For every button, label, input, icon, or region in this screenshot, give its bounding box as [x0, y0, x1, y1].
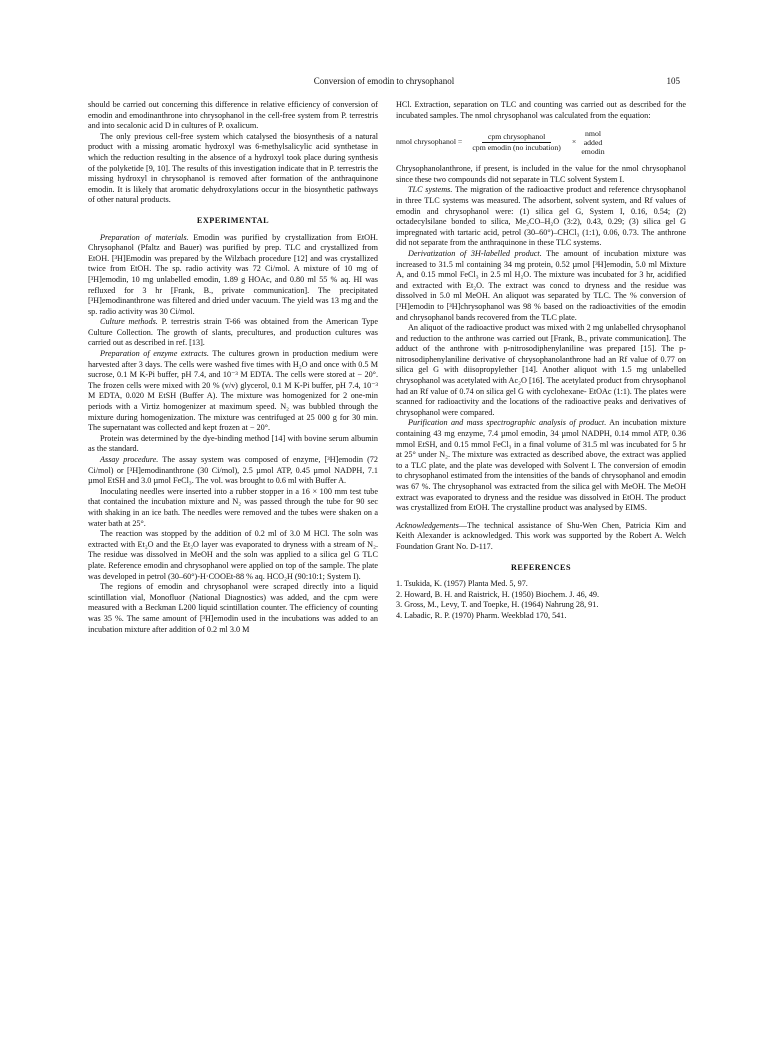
- paragraph-text: P. terrestris strain T-66 was obtained from the American Type Culture Collection. The growth of slants, precultures, and production cultures was carried out as described in ref. [13].: [88, 317, 378, 348]
- reference-item: 1. Tsukida, K. (1957) Planta Med. 5, 97.: [396, 579, 528, 589]
- equation-denominator: cpm emodin (no incubation): [472, 143, 561, 153]
- equation-numerator: cpm chrysophanol: [482, 132, 551, 144]
- page-number: 105: [666, 76, 680, 86]
- run-in-heading: Purification and mass spectrographic analysis of product.: [408, 418, 607, 428]
- units-line: added: [583, 138, 603, 148]
- run-in-heading: Derivatization of 3H-labelled product.: [408, 248, 542, 258]
- run-in-heading: TLC systems.: [408, 185, 453, 195]
- paragraph-text: Emodin was purified by crystallization from EtOH. Chrysophanol (Pfaltz and Bauer) was purified by prep. TLC and crystallized from EtOH. [³H]Emodin was prepared by the Wilzbach procedure [12] and was crystallized twice from EtOH. The sp. radio activity was 72 Ci/mol. A mixture of 10 mg of [³H]emodin, 10 mg unlabelled emodin, 1.89 g HOAc, and 0.80 ml 55 % aq. HI was refluxed for 3 hr [Frank, B., private communication]. The precipitated [³H]emodinanthrone was filtered and dried under vacuum. The yield was 13 mg and the sp. radio activity was 30 Ci/mol.: [88, 232, 378, 316]
- acknowledgements: [396, 521, 686, 553]
- section-heading-experimental: EXPERIMENTAL: [196, 215, 270, 225]
- paragraph: The only previous cell-free system which catalysed the biosynthesis of a natural product with a missing aromatic hydroxyl was 6-methylsalicylic acid synthetase in which the reduction resulting in the absence of a hydroxyl took place during synthesis of the polyketide [9, 10]. The results of this investigation indicate that in P. terrestris the missing hydroxyl in chrysophanol is removed after formation of the anthraquinone emodin. It is likely that aromatic dehydroxylations occur in the biosynthetic pathways of other natural products.: [88, 131, 378, 205]
- paragraph-assay: [88, 455, 378, 487]
- paragraph: Protein was determined by the dye-binding method [14] with bovine serum albumin as the standard.: [88, 433, 378, 454]
- acknowledgements-text: —The technical assistance of Shu-Wen Chen, Patricia Kim and Keith Alexander is acknowledged. This work was supported by the Robert A. Welch Foundation Grant No. D-117.: [396, 520, 686, 551]
- paragraph-text: The migration of the radioactive product and reference chrysophanol in three TLC systems was measured. The adsorbent, solvent system, and Rf values of emodin and chrysophanol were: (1) silica gel G, System I, 0.16, 0.54; (2) octadecylsilane bonded to silica, Me₂CO–H₂O (3:2), 0.43, 0.29; (3) silica gel G impregnated with tartaric acid, petrol (30–60°)–CHCl₃ (1:1), 0.06, 0.73. The anthrone did not separate from the anthraquinone in these TLC systems.: [396, 185, 686, 248]
- equation-units: [581, 129, 604, 156]
- paragraph-purification: [396, 418, 686, 513]
- paragraph-text: The cultures grown in production medium were harvested after 3 days. The cells were washed five times with H₂O and once with 0.5 M sucrose, 0.1 M K-Pi buffer, pH 7.4, and 10⁻³ M EDTA. The cells were stored at − 20°. The frozen cells were mixed with 20 % (v/v) glycerol, 0.1 M K-Pi buffer, pH 7.4, 10⁻³ M EDTA, 0.020 M EtSH (Buffer A). The mixture was homogenized for 2 one-min periods with a Virtiz homogenizer at maximum speed. N₂ was bubbled through the mixture during homogenization. The mixture was centrifuged at 25 000 g for 30 min. The supernatant was collected and kept frozen at − 20°.: [88, 349, 378, 433]
- equation-lhs: nmol chrysophanol =: [396, 137, 463, 147]
- section-heading-references: REFERENCES: [510, 562, 572, 572]
- paragraph-text: The amount of incubation mixture was increased to 31.5 ml containing 34 mg protein, 0.52 µmol [³H]emodin, 5.0 ml Mixture A, and 0.15 mmol FeCl₃ in 2.5 ml H₂O. The mixture was incubated for 3 hr, acidified and extracted with Et₂O. The extract was concd to dryness and the residue was dissolved in 5.0 ml MeOH. An aliquot was separated by TLC. The % conversion of [³H]emodin to [³H]chrysophanol was 98 % based on the radioactivities of the emodin and chrysophanol bands recovered from the TLC plate.: [396, 248, 686, 322]
- paragraph: The reaction was stopped by the addition of 0.2 ml of 3.0 M HCl. The soln was extracted with Et₂O and the Et₂O layer was evaporated to dryness with a stream of N₂. The residue was dissolved in MeOH and the soln was applied to a silica gel G TLC plate. Reference emodin and chrysophanol were applied on top of the sample. The plate was developed in petrol (30–60°)-H·COOEt-88 % aq. HCO₂H (90:10:1; System I).: [88, 529, 378, 581]
- paragraph: Inoculating needles were inserted into a rubber stopper in a 16 × 100 mm test tube that contained the incubation mixture and N₂ was passed through the tube for 90 sec with shaking in an ice bath. The needles were removed and the tubes were shaken on a water bath at 25°.: [88, 486, 378, 528]
- paragraph-text: An incubation mixture containing 43 mg enzyme, 7.4 µmol emodin, 34 µmol NADPH, 0.14 mmol ATP, 0.36 mmol EtSH, and 0.15 mmol FeCl₃ in a final volume of 31.5 ml was incubated for 5 hr at 25° under N₂. The mixture was extracted as described above, the extract was applied to a TLC plate, and the plate was developed with Solvent I. The conversion of emodin to chrysophanol estimated from the intensities of the bands of chrysophanol and emodin was 67 %. The chrysophanol was extracted from the silica gel with MeOH. The MeOH extract was evaporated to dryness and the residue was dissolved in EtOH. The product was crystallized from EtOH. The crystalline product was analysed by EIMS.: [396, 418, 686, 513]
- reference-list: [396, 579, 686, 621]
- equation-fraction: [466, 132, 567, 154]
- paragraph-tlc: [396, 185, 686, 249]
- paragraph: The regions of emodin and chrysophanol were scraped directly into a liquid scintillation vial, Monofluor (National Diagnostics) was added, and the cpm were measured with a Beckman L200 liquid scintillation counter. The efficiency of counting was 35 %. The same amount of [³H]emodin used in the incubations was added to an incubation mixture after addition of 0.2 ml 3.0 M: [88, 582, 378, 634]
- page-header: [88, 76, 680, 90]
- units-line: emodin: [581, 147, 605, 157]
- reference-item: 2. Howard, B. H. and Raistrick, H. (1950) Biochem. J. 46, 49.: [396, 589, 600, 599]
- paragraph: HCl. Extraction, separation on TLC and counting was carried out as described for the incubated samples. The nmol chrysophanol was calculated from the equation:: [396, 100, 686, 120]
- paragraph: should be carried out concerning this difference in relative efficiency of conversion of emodin and emodinanthrone into chrysophanol in the cell-free system from P. terrestris and into secalonic acid D in cultures of P. oxalicum.: [88, 100, 378, 131]
- equation-times: ×: [571, 137, 577, 147]
- run-in-heading: Preparation of materials.: [100, 232, 189, 242]
- right-column: [396, 100, 686, 622]
- paragraph-materials: [88, 233, 378, 318]
- paragraph: Chrysophanolanthrone, if present, is included in the value for the nmol chrysophanol since these two compounds did not separate in TLC solvent System I.: [396, 164, 686, 184]
- paragraph: An aliquot of the radioactive product was mixed with 2 mg unlabelled chrysophanol and reduction to the anthrone was carried out [Frank, B., private communication]. The adduct of the anthrone with p-nitrosodiphenylaniline was prepared [15]. The p-nitrosodiphenylaniline derivative of chrysophanolanthrone had an Rf value of 0.77 on silica gel G with diisopropylether [14]. Another aliquot with 1.5 mg unlabelled chrysophanol was acetylated with Ac₂O [16]. The acetylated product from chrysophanol had an Rf value of 0.74 on silica gel G with cyclohexane- EtOAc (1:1). The plates were scanned for radioactivity and the locations of the radioactive peaks and derivatives of chrysophanol were compared.: [396, 323, 686, 417]
- run-in-heading: Culture methods.: [100, 317, 158, 327]
- reference-item: 3. Gross, M., Levy, T. and Toepke, H. (1964) Nahrung 28, 91.: [396, 600, 599, 610]
- run-in-heading: Preparation of enzyme extracts.: [100, 349, 209, 359]
- units-line: nmol: [584, 129, 602, 139]
- left-column: [88, 100, 378, 635]
- paragraph-derivatization: [396, 249, 686, 323]
- paragraph-culture: [88, 317, 378, 349]
- run-in-heading: Assay procedure.: [100, 455, 159, 464]
- paragraph-text: The assay system was composed of enzyme, [³H]emodin (72 Ci/mol) or [³H]emodinanthrone (30 Ci/mol), 2.5 µmol ATP, 0.45 µmol NADPH, 7.1 µmol EtSH and 3.0 µmol FeCl₃. The vol. was brought to 0.6 ml with Buffer A.: [88, 455, 378, 486]
- acknowledgements-label: Acknowledgements: [396, 520, 459, 530]
- paragraph-enzyme: [88, 349, 378, 434]
- reference-item: 4. Labadic, R. P. (1970) Pharm. Weekblad 170, 541.: [396, 610, 567, 620]
- running-title: Conversion of emodin to chrysophanol: [313, 76, 455, 86]
- equation: [396, 129, 686, 156]
